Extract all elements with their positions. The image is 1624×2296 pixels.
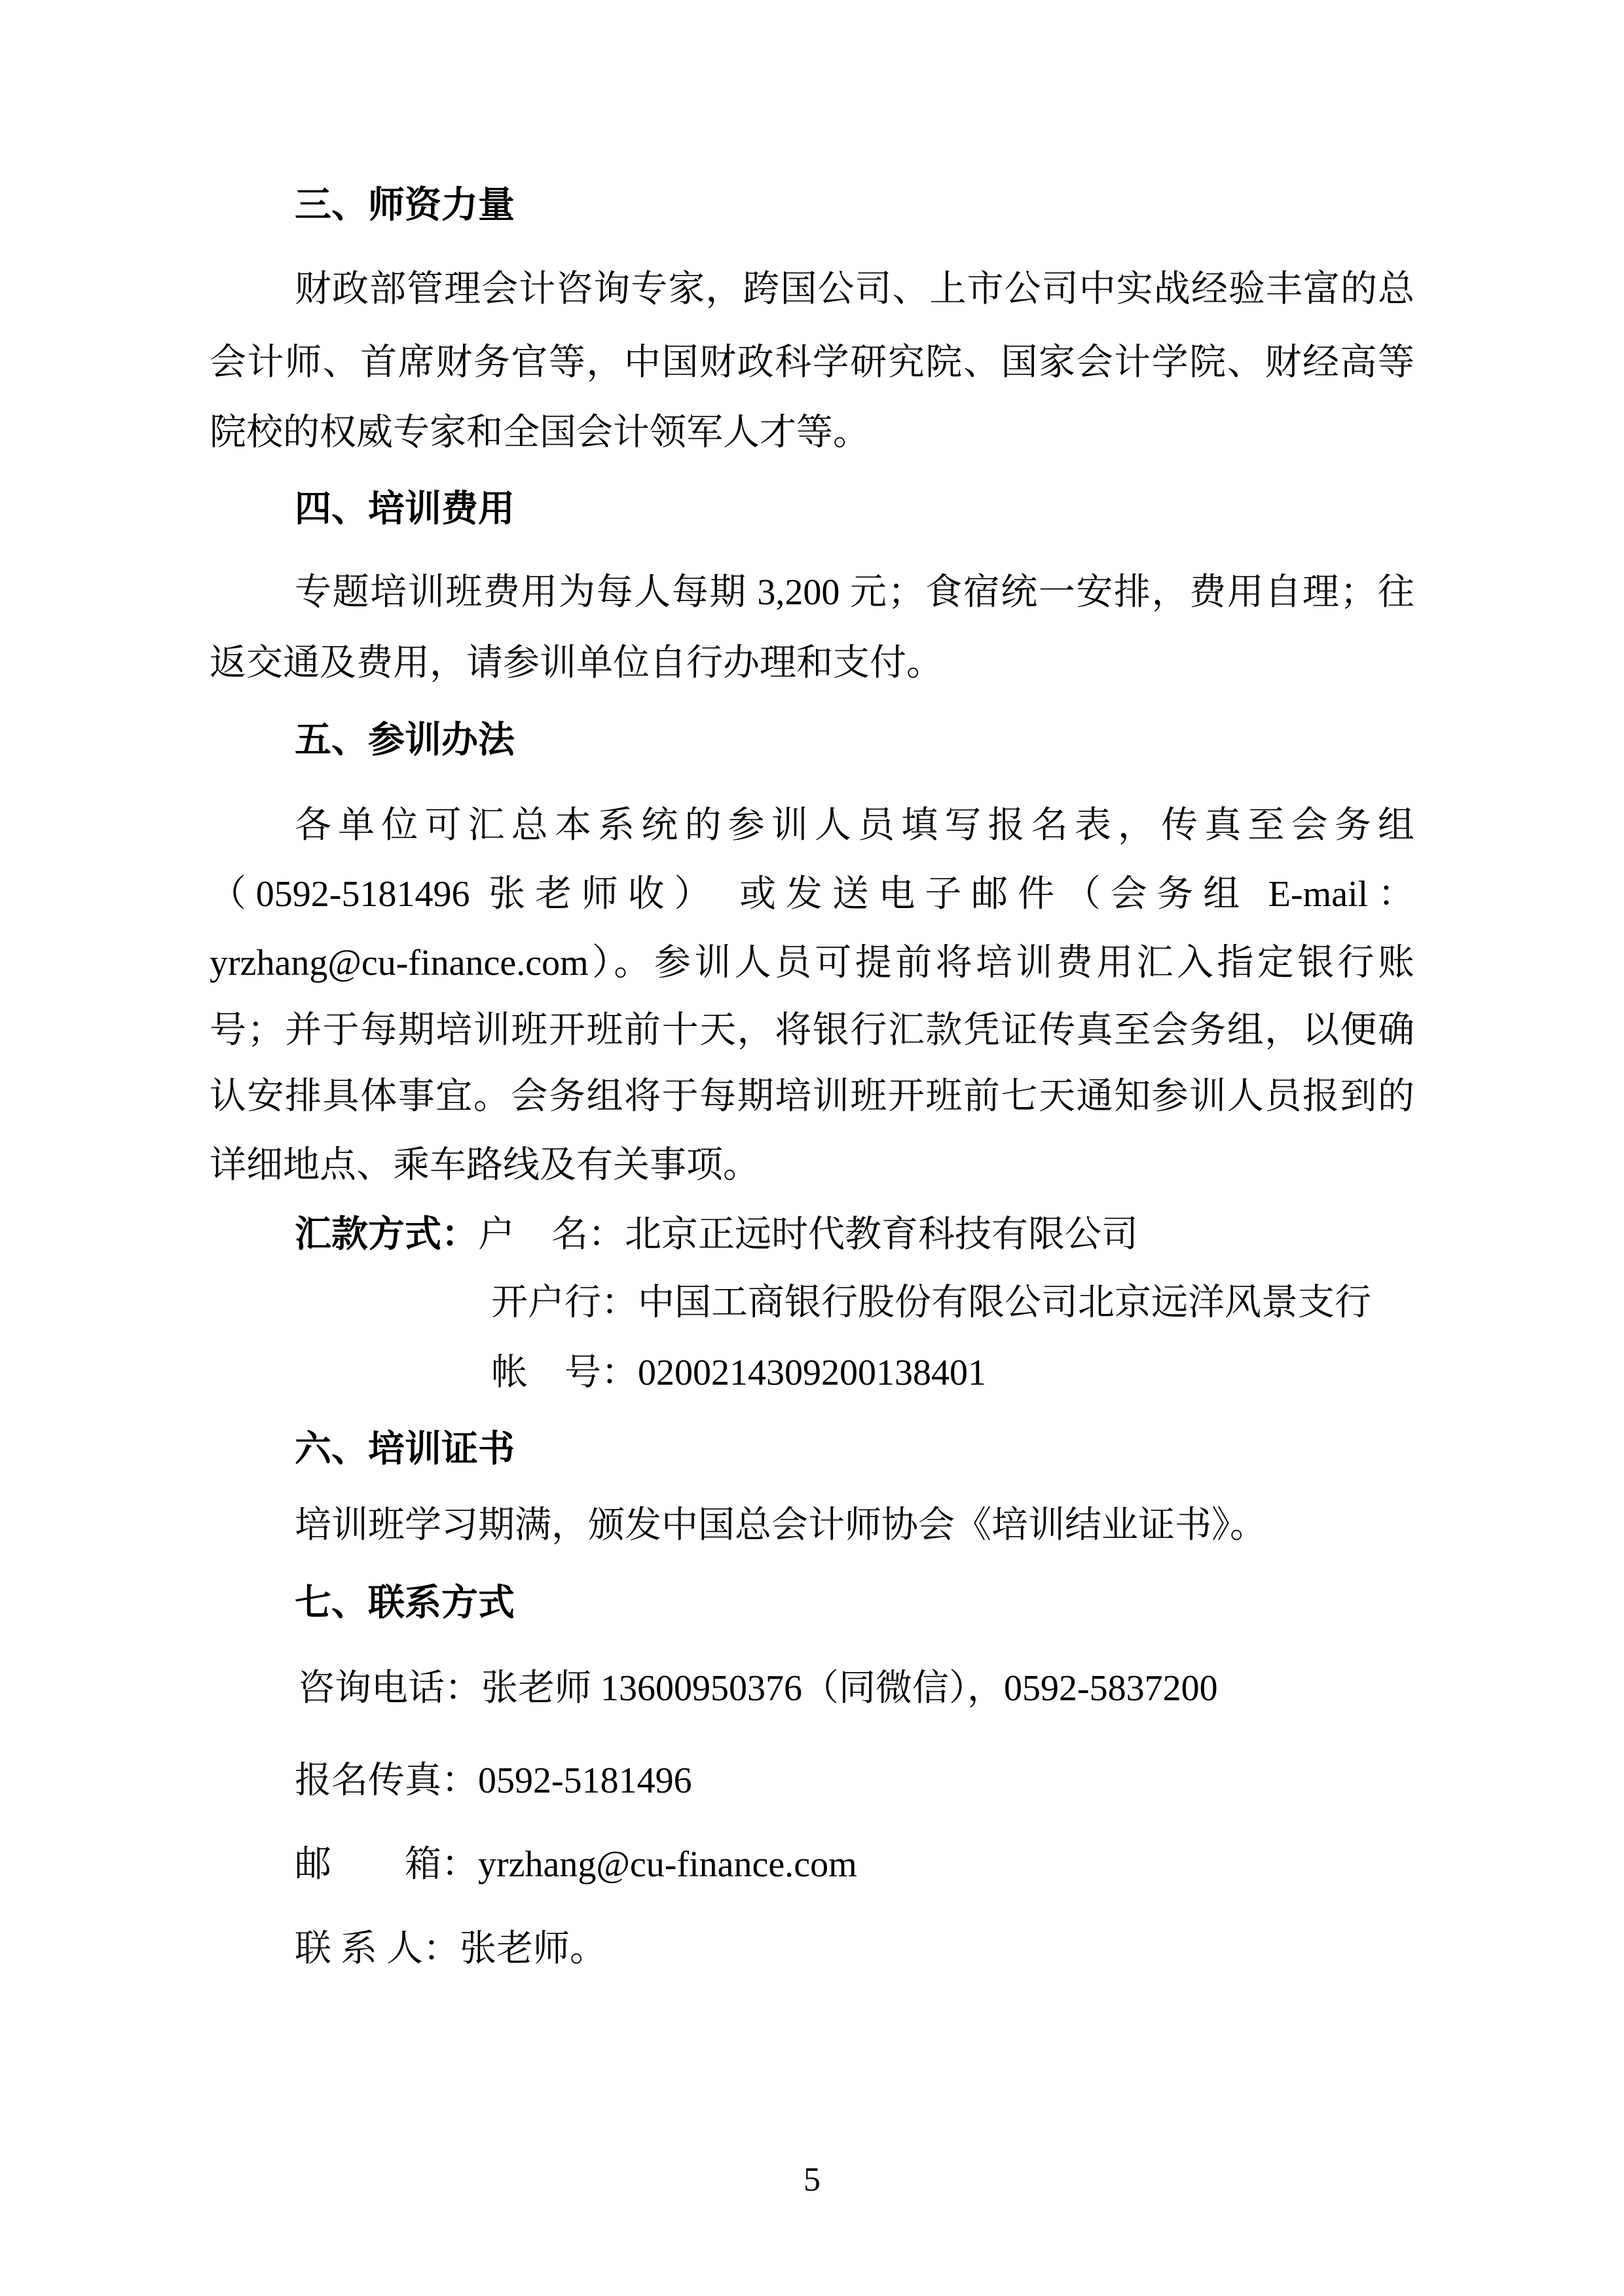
remittance-account-number-row: 帐 号：0200214309200138401: [491, 1353, 986, 1393]
page-number: 5: [803, 2161, 821, 2198]
paragraph-line: 院校的权威专家和全国会计领军人才等。: [210, 412, 870, 453]
section-heading-certificate: 六、培训证书: [295, 1429, 515, 1470]
remittance-account-name-row: [295, 1212, 1138, 1257]
paragraph-line: 各单位可汇总本系统的参训人员填写报名表，传真至会务组: [295, 805, 1414, 846]
remittance-account-name: 户 名：北京正远时代教育科技有限公司: [478, 1214, 1138, 1255]
paragraph-line: 培训班学习期满，颁发中国总会计师协会《培训结业证书》。: [295, 1505, 1266, 1546]
remittance-bank-row: 开户行：中国工商银行股份有限公司北京远洋风景支行: [491, 1283, 1371, 1323]
remittance-method-label: 汇款方式：: [295, 1214, 478, 1255]
paragraph-line: 返交通及费用，请参训单位自行办理和支付。: [210, 643, 943, 683]
section-heading-teachers: 三、师资力量: [295, 185, 515, 226]
section-heading-contact: 七、联系方式: [295, 1583, 515, 1624]
section-heading-enrollment: 五、参训办法: [295, 720, 515, 761]
contact-fax-line: 报名传真：0592-5181496: [295, 1760, 692, 1801]
contact-person-line: 联 系 人：张老师。: [295, 1929, 606, 1969]
contact-phone-line: 咨询电话：张老师 13600950376（同微信），0592-5837200: [298, 1668, 1218, 1709]
paragraph-line: 专题培训班费用为每人每期 3,200 元；食宿统一安排，费用自理；往: [295, 572, 1414, 613]
contact-email-line: 邮 箱：yrzhang@cu-finance.com: [295, 1844, 857, 1885]
paragraph-line: yrzhang@cu-finance.com）。参训人员可提前将培训费用汇入指定银行账: [210, 943, 1414, 983]
paragraph-line: 会计师、首席财务官等，中国财政科学研究院、国家会计学院、财经高等: [210, 342, 1414, 383]
paragraph-line: 号；并于每期培训班开班前十天，将银行汇款凭证传真至会务组，以便确: [210, 1010, 1414, 1051]
paragraph-line: 详细地点、乘车路线及有关事项。: [210, 1145, 760, 1186]
section-heading-fee: 四、培训费用: [295, 489, 515, 530]
paragraph-line: 认安排具体事宜。会务组将于每期培训班开班前七天通知参训人员报到的: [210, 1076, 1414, 1117]
paragraph-line: 财政部管理会计咨询专家，跨国公司、上市公司中实战经验丰富的总: [295, 269, 1414, 310]
paragraph-line: （0592-5181496 张老师收） 或发送电子邮件（会务组 E-mail：: [210, 874, 1414, 915]
